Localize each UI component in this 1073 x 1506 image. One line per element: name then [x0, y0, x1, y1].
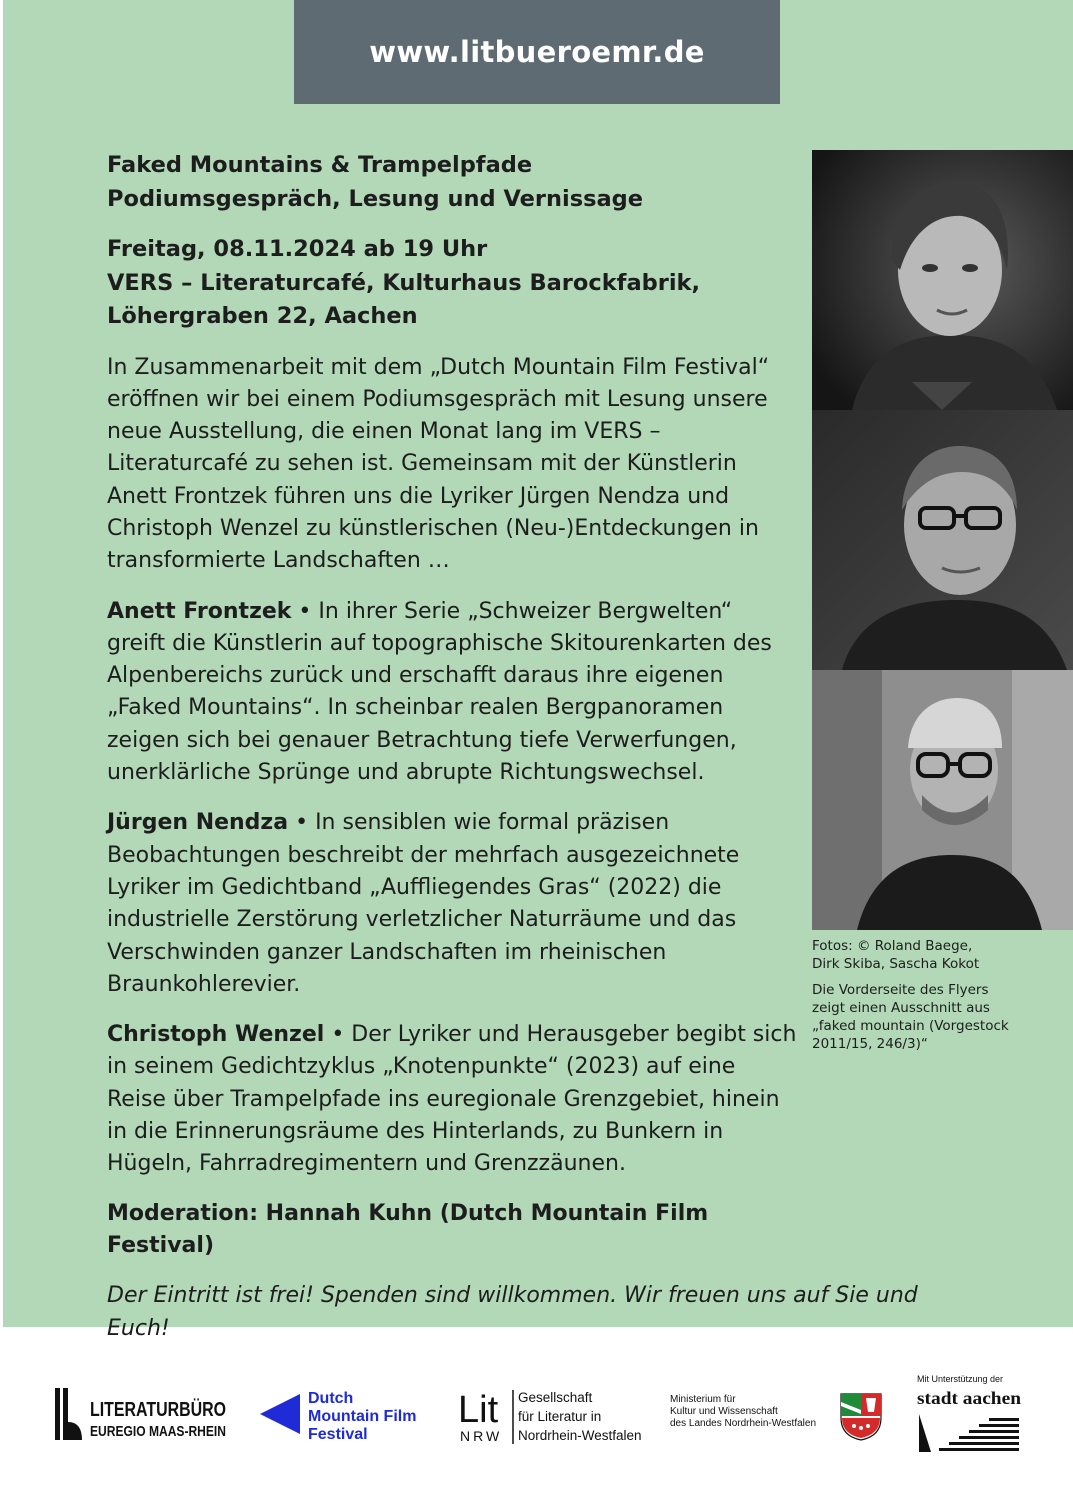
event-details — [107, 233, 797, 334]
aachen-support: Mit Unterstützung der — [917, 1374, 1004, 1384]
bullet-separator: • — [291, 598, 319, 624]
person-description: In ihrer Serie „Schweizer Bergwelten“ greift die Künstlerin auf topographische Skitourenkarten des Alpenbereichs zurück und erschafft daraus ihre eigenen „Faked Mountains“. In scheinbar realen Bergpanoramen zeigen sich bei genauer Betrachtung tiefe Verwerfungen, unerklärliche Sprünge und abrupte Richtungswechsel. — [107, 598, 772, 786]
photo-credits — [812, 937, 1062, 1054]
portrait-photo-2 — [812, 410, 1073, 670]
person-paragraph-frontzek — [107, 596, 797, 790]
credits-photos-line1: Fotos: © Roland Baege, — [812, 938, 973, 954]
portrait-woman-image — [812, 150, 1073, 410]
dmff-line2: Mountain Film — [308, 1408, 417, 1425]
event-venue-line1: VERS – Literaturcafé, Kulturhaus Barockfabrik, — [107, 269, 701, 296]
lit-line2: für Literatur in — [518, 1409, 602, 1424]
portrait-photo-1 — [812, 150, 1073, 410]
lit-nrw-logo-graphic — [456, 1386, 656, 1446]
literaturbuero-subtitle: EUREGIO MAAS-RHEIN — [90, 1423, 226, 1440]
aachen-logo-graphic — [915, 1372, 1025, 1458]
person-description: In sensiblen wie formal präzisen Beobachtungen beschreibt der mehrfach ausgezeichnete Lyriker im Gedichtband „Auffliegendes Gras“ (2022) die industrielle Zerstörung verletzlicher Naturräume und das Verschwinden ganzer Landschaften im rheinischen Braunkohlerevier. — [107, 810, 740, 997]
ministry-line2: Kultur und Wissenschaft — [670, 1406, 778, 1417]
ministry-line3: des Landes Nordrhein-Westfalen — [670, 1418, 817, 1429]
intro-paragraph: In Zusammenarbeit mit dem „Dutch Mountain Film Festival“ eröffnen wir bei einem Podiumsgespräch mit Lesung unsere neue Ausstellung, die einen Monat lang im VERS – Literaturcafé zu sehen ist. Gemeinsam mit der Künstlerin Anett Frontzek führen uns die Lyriker Jürgen Nendza und Christoph Wenzel zu künstlerischen (Neu-)Entdeckungen in transformierte Landschaften … — [107, 354, 770, 574]
nrw-coat-of-arms-icon — [841, 1394, 881, 1440]
credits-cover-line4: 2011/15, 246/3)“ — [812, 1036, 928, 1053]
event-date: Freitag, 08.11.2024 ab 19 Uhr — [107, 236, 488, 262]
closing-line: Der Eintritt ist frei! Spenden sind willkommen. Wir freuen uns auf Sie und Euch! — [107, 1283, 918, 1341]
person-paragraph-wenzel — [107, 1019, 797, 1180]
person-description: Der Lyriker und Herausgeber begibt sich in seinem Gedichtzyklus „Knotenpunkte“ (2023) auf eine Reise über Trampelpfade ins euregionale Grenzgebiet, hinein in die Erinnerungsräume des Hinterlands, zu Bunkern in Hügeln, Fahrradregimentern und Grenzzäunen. — [107, 1022, 797, 1177]
person-name: Christoph Wenzel — [107, 1022, 325, 1048]
lit-nrw-logo — [456, 1386, 656, 1446]
credits-cover-line2: zeigt einen Ausschnitt aus — [812, 999, 990, 1016]
credits-cover-line3: „faked mountain (Vorgestock — [812, 1018, 1009, 1035]
website-header — [294, 0, 780, 104]
literaturbuero-name: LITERATURBÜRO — [90, 1399, 261, 1421]
ministry-line1: Ministerium für — [670, 1394, 736, 1405]
portrait-photo-3 — [812, 670, 1073, 930]
portrait-photos — [812, 150, 1073, 930]
person-name: Anett Frontzek — [107, 598, 292, 624]
dmff-line1: Dutch — [308, 1390, 354, 1407]
ministry-logo-graphic — [668, 1390, 893, 1442]
credits-cover-line1: Die Vorderseite des Flyers — [812, 981, 989, 998]
ministry-logo — [668, 1390, 893, 1442]
credits-photos-line2: Dirk Skiba, Sascha Kokot — [812, 956, 980, 973]
bullet-separator: • — [324, 1022, 352, 1048]
lit-line1: Gesellschaft — [518, 1390, 593, 1405]
lit-mark: Lit — [458, 1389, 499, 1431]
event-subtitle: Podiumsgespräch, Lesung und Vernissage — [107, 186, 644, 212]
aachen-stripes-icon — [919, 1414, 1019, 1452]
literaturbuero-logo — [52, 1386, 261, 1444]
dmff-logo-graphic — [258, 1386, 433, 1444]
aachen-logo — [915, 1372, 1025, 1458]
sponsor-logos — [0, 1340, 1073, 1506]
portrait-man-glasses-image — [812, 410, 1073, 670]
literaturbuero-logo-icon — [52, 1386, 261, 1444]
moderation-line: Moderation: Hannah Kuhn (Dutch Mountain Film Festival) — [107, 1200, 709, 1258]
event-venue-line2: Löhergraben 22, Aachen — [107, 303, 418, 329]
website-url[interactable]: www.litbueroemr.de — [369, 35, 705, 69]
aachen-name: stadt aachen — [917, 1388, 1021, 1408]
lit-nrw: NRW — [460, 1428, 503, 1444]
dmff-logo — [258, 1386, 433, 1444]
person-name: Jürgen Nendza — [107, 810, 289, 836]
lit-line3: Nordrhein-Westfalen — [518, 1428, 642, 1443]
person-paragraph-nendza — [107, 807, 797, 1001]
event-title: Faked Mountains & Trampelpfade — [107, 152, 533, 178]
portrait-man-cap-image — [812, 670, 1073, 930]
bullet-separator: • — [288, 810, 316, 836]
dmff-line3: Festival — [308, 1426, 368, 1443]
dmff-triangle-icon — [260, 1394, 300, 1434]
